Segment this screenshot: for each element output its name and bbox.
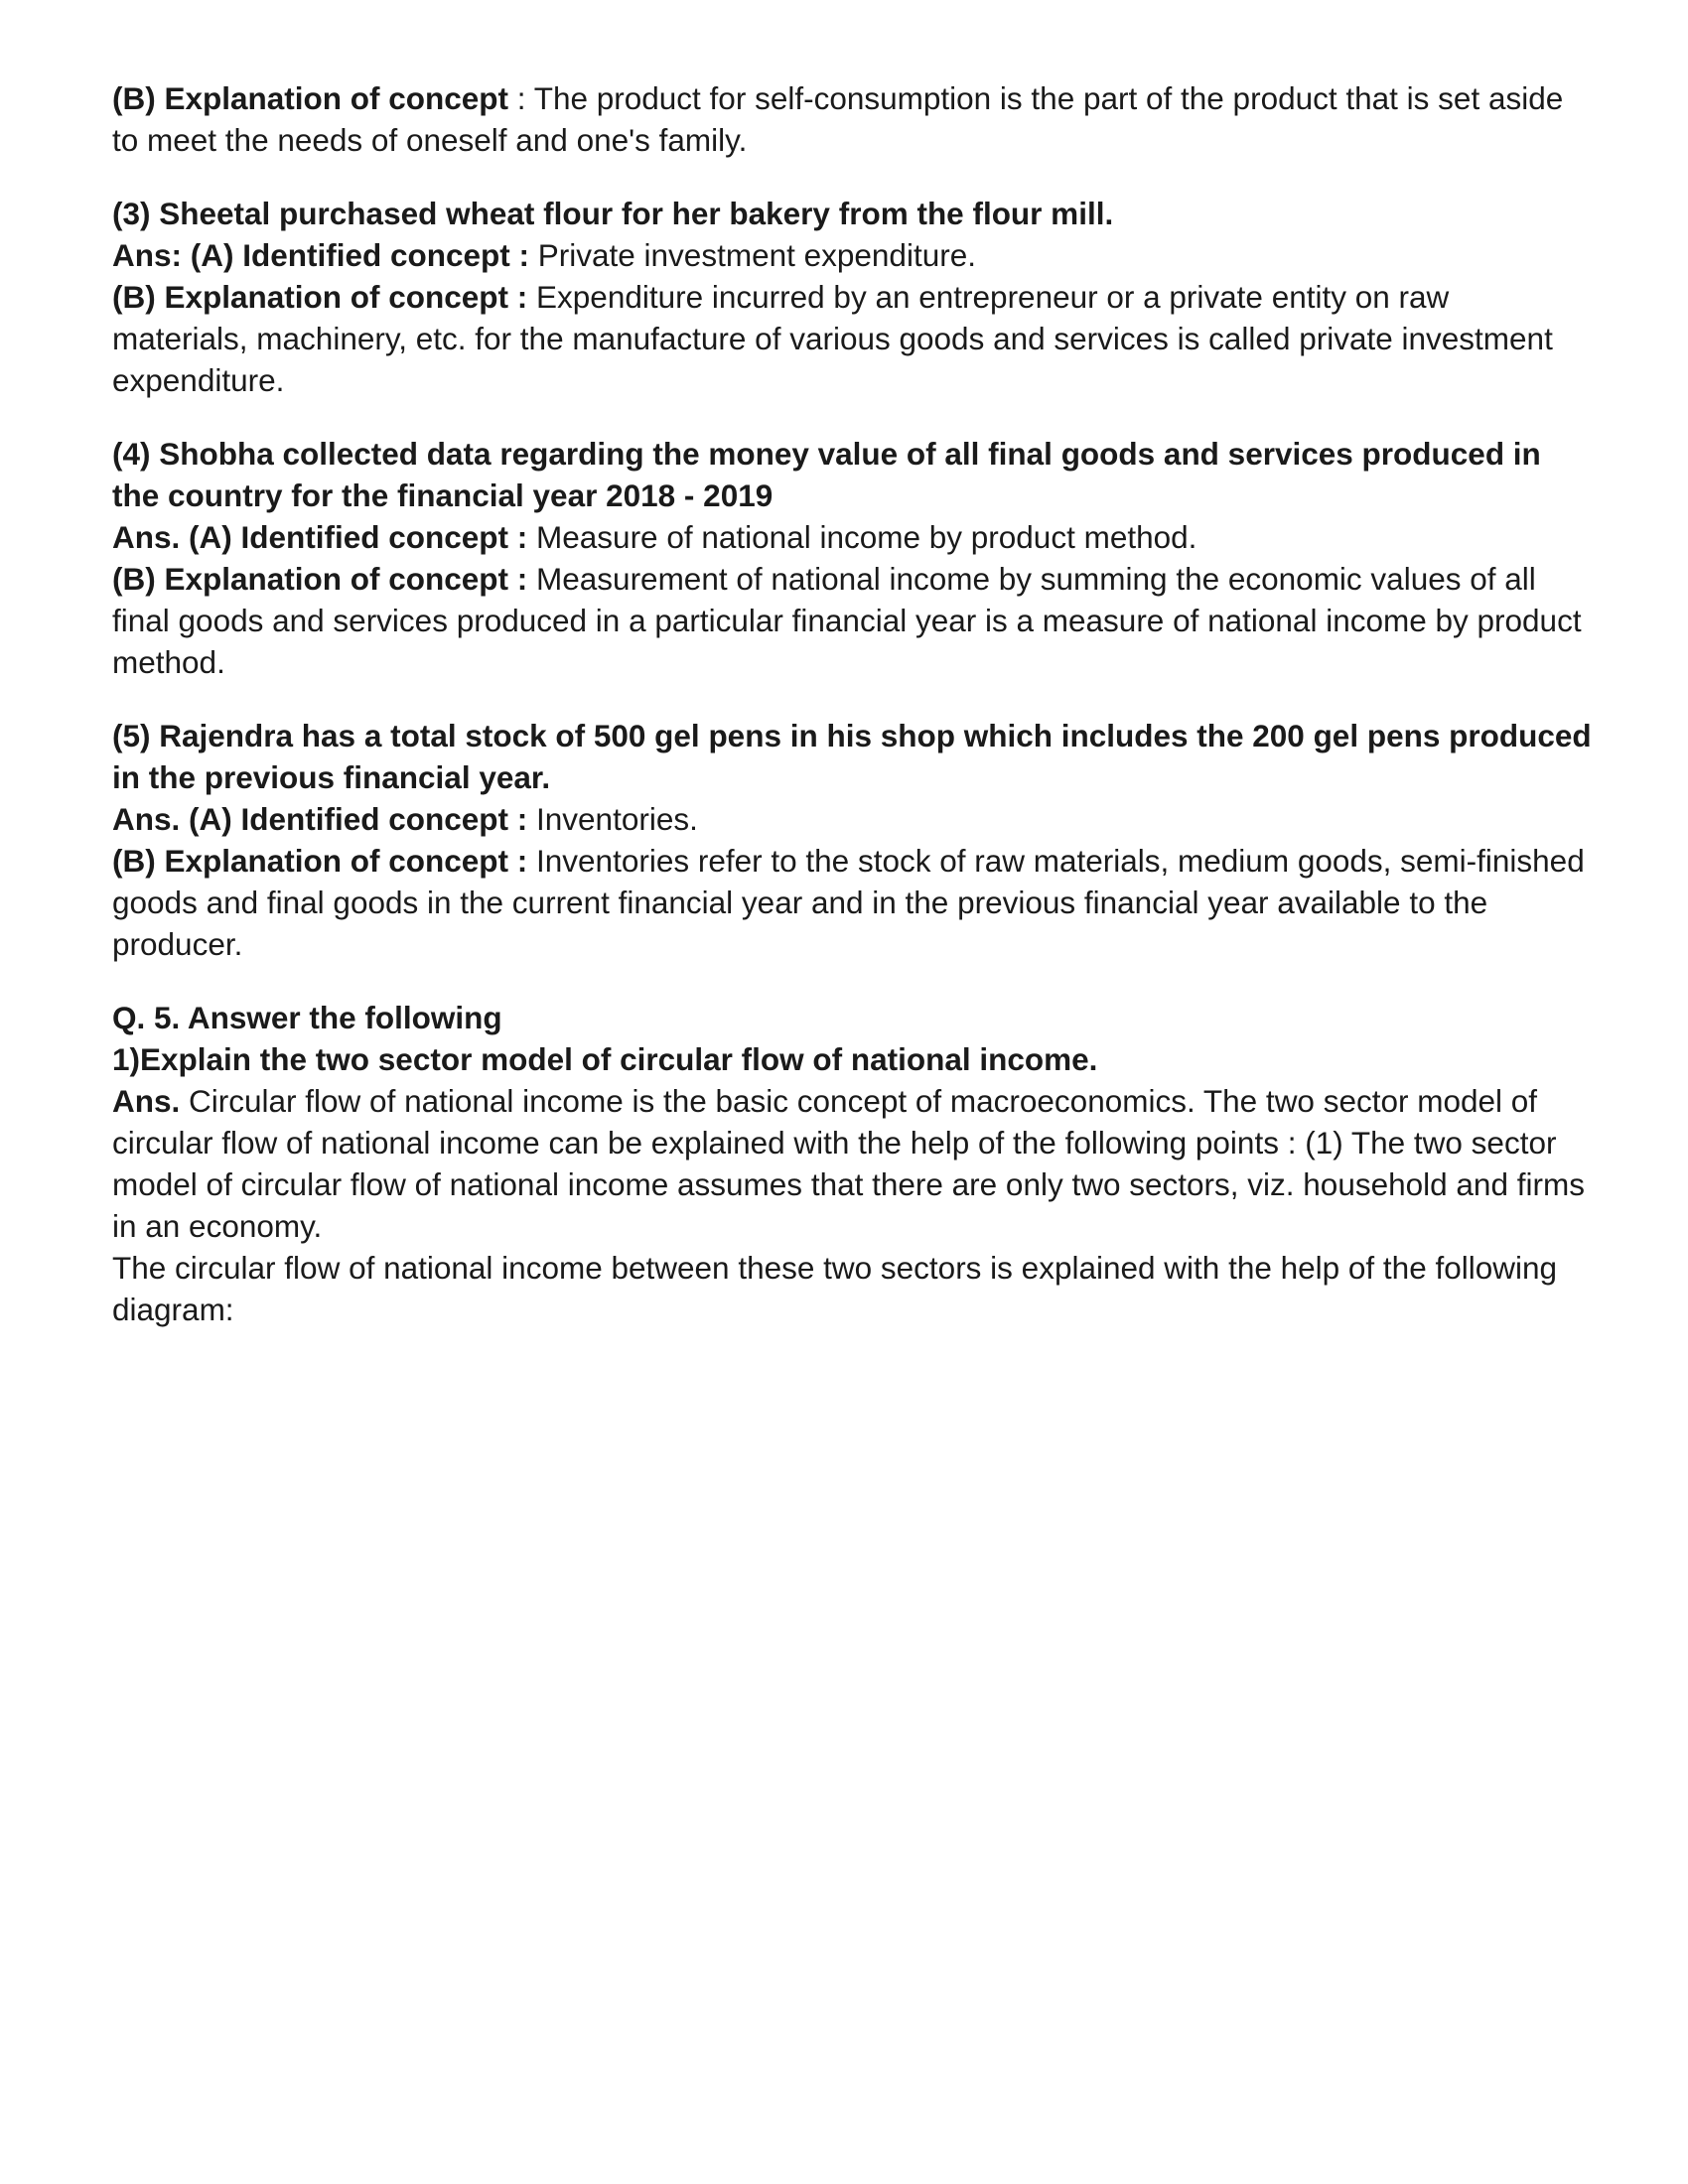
explanation-text: Expenditure incurred by an entrepreneur or a private entity on raw materials, machinery, etc. for the manufacture of various goods and services is called private investment expenditure. bbox=[112, 279, 1553, 398]
identified-concept-label: Ans. (A) Identified concept : bbox=[112, 801, 528, 837]
item-3 bbox=[112, 193, 1592, 401]
item-5-question: (5) Rajendra has a total stock of 500 gel pens in his shop which includes the 200 gel pens produced in the previous financial year. bbox=[112, 718, 1592, 795]
ans-label: Ans. bbox=[112, 1083, 181, 1119]
item-2-explanation bbox=[112, 77, 1592, 161]
explanation-label: (B) Explanation of concept : bbox=[112, 843, 528, 879]
item-3-answer-b bbox=[112, 276, 1592, 401]
item-4-answer-a bbox=[112, 516, 1592, 558]
identified-concept-label: Ans. (A) Identified concept : bbox=[112, 519, 528, 555]
explanation-label: (B) Explanation of concept bbox=[112, 80, 509, 116]
item-5-answer-b bbox=[112, 840, 1592, 965]
explanation-text: The product for self-consumption is the part of the product that is set aside to meet the needs of oneself and one's family. bbox=[112, 80, 1564, 158]
ans-text: Circular flow of national income is the basic concept of macroeconomics. The two sector model of circular flow of national income can be explained with the help of the following points : (1) The two sector model of circular flow of national income assumes that there are only two sectors, viz. household and firms in an economy. bbox=[112, 1083, 1585, 1244]
identified-concept-text: Private investment expenditure. bbox=[529, 237, 976, 273]
q5-subquestion: 1)Explain the two sector model of circular flow of national income. bbox=[112, 1041, 1098, 1077]
explanation-label: (B) Explanation of concept : bbox=[112, 279, 528, 315]
item-4-answer-b bbox=[112, 558, 1592, 683]
explanation-label: (B) Explanation of concept : bbox=[112, 561, 528, 597]
identified-concept-label: Ans: (A) Identified concept : bbox=[112, 237, 529, 273]
item-4-question: (4) Shobha collected data regarding the money value of all final goods and services produced in the country for the financial year 2018 - 2019 bbox=[112, 436, 1541, 513]
explanation-text: Measurement of national income by summing the economic values of all final goods and services produced in a particular financial year is a measure of national income by product method. bbox=[112, 561, 1582, 680]
explanation-text: Inventories refer to the stock of raw materials, medium goods, semi-finished goods and final goods in the current financial year and in the previous financial year available to the producer. bbox=[112, 843, 1585, 962]
item-5 bbox=[112, 715, 1592, 965]
q5-answer bbox=[112, 1080, 1592, 1247]
document-page bbox=[112, 77, 1592, 1362]
q5-heading: Q. 5. Answer the following bbox=[112, 1000, 502, 1035]
question-5 bbox=[112, 997, 1592, 1330]
item-5-answer-a bbox=[112, 798, 1592, 840]
identified-concept-text: Inventories. bbox=[527, 801, 698, 837]
q5-follow-text: The circular flow of national income between these two sectors is explained with the help of the following diagram: bbox=[112, 1250, 1558, 1327]
item-3-question: (3) Sheetal purchased wheat flour for her bakery from the flour mill. bbox=[112, 196, 1114, 231]
item-3-answer-a bbox=[112, 234, 1592, 276]
item-4 bbox=[112, 433, 1592, 683]
explanation-separator: : bbox=[508, 80, 534, 116]
identified-concept-text: Measure of national income by product method. bbox=[527, 519, 1197, 555]
